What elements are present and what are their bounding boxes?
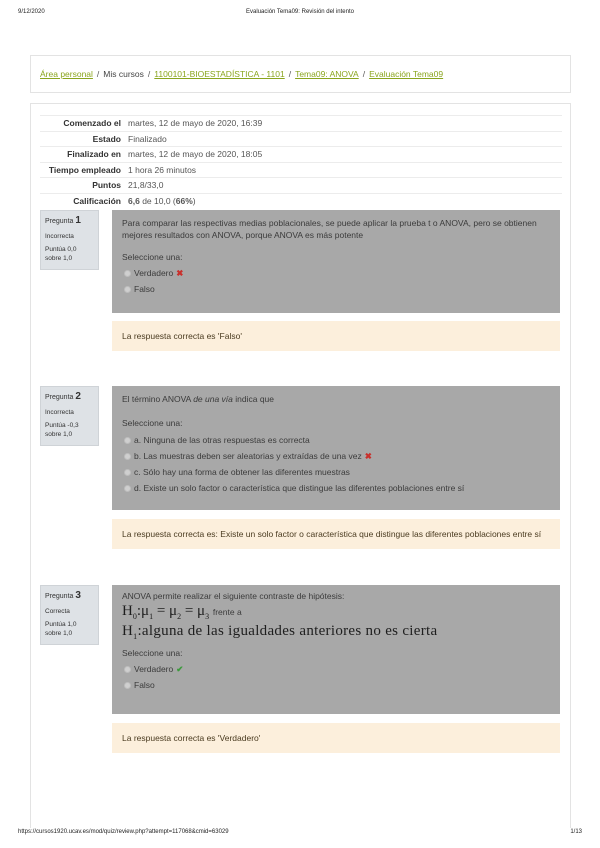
breadcrumb-topic-link[interactable]: Tema09: ANOVA [295,69,359,79]
answer-label: Falso [134,283,155,294]
summary-value: 21,8/33,0 [128,178,562,194]
correct-answer-text: La respuesta correcta es 'Falso' [122,331,242,341]
breadcrumb-separator: / [96,69,100,79]
question-number-value: 2 [75,391,81,402]
answer-option[interactable] [122,663,550,675]
summary-row [40,131,562,147]
question-text-box-2 [112,386,560,510]
radio-button[interactable] [124,469,131,476]
summary-value: martes, 12 de mayo de 2020, 18:05 [128,147,562,163]
answer-option[interactable] [122,466,550,478]
answer-label: Verdadero [134,664,174,675]
question-number [45,214,94,229]
answer-option[interactable] [122,482,550,494]
summary-value: martes, 12 de mayo de 2020, 16:39 [128,116,562,132]
question-text-box-1 [112,210,560,313]
answer-option[interactable] [122,450,550,462]
correct-check-icon: ✔ [176,664,184,675]
question-grade-max: sobre 1,0 [45,630,73,638]
grade-percent: 66% [175,195,193,206]
hypothesis-formula [122,604,550,641]
radio-button[interactable] [124,453,131,460]
question-status: Correcta [45,607,70,615]
summary-row [40,116,562,132]
summary-label: Estado [40,131,128,147]
feedback-box-2 [112,519,560,549]
answer-label: d. Existe un solo factor o característica que distingue las diferentes poblaciones entre sí [134,482,465,493]
print-url: https://cursos1920.ucav.es/mod/quiz/review.php?attempt=117068&cmid=63029 [18,829,229,835]
print-title: Evaluación Tema09: Revisión del intento [246,9,354,15]
answer-label: Falso [134,680,155,691]
question-info-3 [40,585,99,645]
alternative-hypothesis-text: alguna de las igualdades anteriores no es cierta [141,622,438,639]
summary-value: 1 hora 26 minutos [128,162,562,178]
alternative-hypothesis: $H_1:alguna$ de las igualdades anteriores no es cierta [122,622,438,641]
answer-option[interactable] [122,434,550,446]
radio-button[interactable] [124,682,131,689]
question-text-part: indica que [232,394,275,404]
print-page-number: 1/13 [570,829,582,835]
breadcrumb-box [30,55,571,93]
breadcrumb-quiz-link[interactable]: Evaluación Tema09 [369,69,444,79]
question-grade-max: sobre 1,0 [45,255,73,263]
null-hypothesis: $H_0:\mu_1 = \mu_2 = \mu_3$ frente a [122,603,242,622]
question-text: ANOVA permite realizar el siguiente contraste de hipótesis: [122,591,345,601]
grade-number: 6,6 [128,195,140,206]
radio-button[interactable] [124,437,131,444]
question-label: Pregunta [45,394,74,401]
breadcrumb-separator: / [362,69,366,79]
breadcrumb-home-link[interactable]: Área personal [40,69,93,79]
grade-of: de 10,0 ( [142,195,176,206]
question-text-emphasis: de una vía [193,394,233,404]
breadcrumb-separator: / [147,69,151,79]
feedback-box-3 [112,723,560,753]
summary-label: Comenzado el [40,116,128,132]
breadcrumb-my-courses: Mis cursos [103,69,144,79]
feedback-box-1 [112,321,560,351]
question-info-1 [40,210,99,270]
summary-label: Calificación [40,193,128,208]
answer-prompt: Seleccione una: [122,648,183,659]
correct-answer-text: La respuesta correcta es: Existe un solo factor o característica que distingue las diferentes poblaciones entre sí [122,529,542,539]
question-status: Incorrecta [45,408,74,416]
answer-option[interactable] [122,283,550,295]
summary-label: Puntos [40,178,128,194]
answer-label: a. Ninguna de las otras respuestas es correcta [134,434,310,445]
radio-button[interactable] [124,286,131,293]
correct-answer-text: La respuesta correcta es 'Verdadero' [122,733,261,743]
summary-label: Tiempo empleado [40,162,128,178]
attempt-summary-table [40,115,562,208]
question-number-value: 3 [75,590,81,601]
answer-prompt: Seleccione una: [122,251,183,262]
formula-connector: frente a [212,607,242,618]
question-grade: Puntúa 1,0 [45,620,77,628]
incorrect-icon: ✖ [176,267,184,278]
grade-close: ) [192,195,196,206]
summary-row [40,162,562,178]
question-info-2 [40,386,99,446]
question-number [45,589,94,604]
question-text [122,393,550,405]
question-grade-max: sobre 1,0 [45,431,73,439]
breadcrumb [40,69,443,79]
answer-option[interactable] [122,679,550,691]
breadcrumb-separator: / [288,69,292,79]
summary-row [40,178,562,194]
summary-row [40,193,562,208]
question-label: Pregunta [45,218,74,225]
radio-button[interactable] [124,485,131,492]
question-number-value: 1 [75,215,81,226]
summary-label: Finalizado en [40,147,128,163]
question-text: Para comparar las respectivas medias poblacionales, se puede aplicar la prueba t o ANOVA, pero se obtienen mejores resultados con ANOVA, porque ANOVA es más potente [122,218,537,241]
breadcrumb-course-link[interactable]: 1100101-BIOESTADÍSTICA - 1101 [154,69,285,79]
radio-button[interactable] [124,270,131,277]
question-label: Pregunta [45,593,74,600]
print-date: 9/12/2020 [18,9,45,15]
answer-prompt: Seleccione una: [122,418,183,429]
question-status: Incorrecta [45,232,74,240]
summary-value: Finalizado [128,131,562,147]
summary-row [40,147,562,163]
answer-option[interactable] [122,267,550,279]
question-text-box-3 [112,585,560,714]
radio-button[interactable] [124,666,131,673]
grade-value [128,193,562,208]
question-number [45,390,94,405]
incorrect-icon: ✖ [364,450,372,461]
answer-label: c. Sólo hay una forma de obtener las diferentes muestras [134,466,350,477]
answer-label: Verdadero [134,267,174,278]
question-grade: Puntúa -0,3 [45,421,79,429]
answer-label: b. Las muestras deben ser aleatorias y extraídas de una vez [134,450,362,461]
question-grade: Puntúa 0,0 [45,245,77,253]
question-text-part: El término ANOVA [122,394,194,404]
